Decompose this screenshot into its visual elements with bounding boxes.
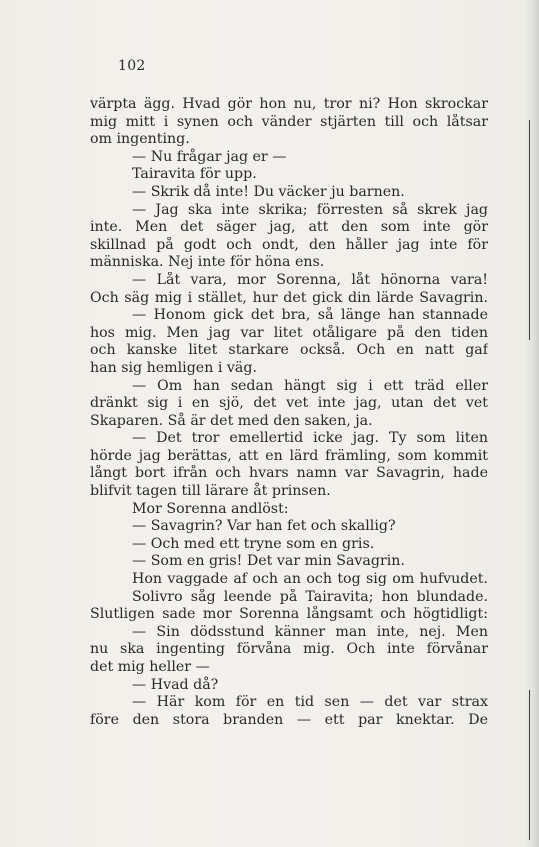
text-line: och kanske litet starkare också. Och en natt gaf [90,342,488,359]
text-line: — Nu frågar jag er — [132,148,287,165]
text-line: mig mitt i synen och vänder stjärten till och låtsar [90,113,488,130]
text-line: skillnad på godt och ondt, den håller jag inte för [90,236,488,253]
text-line: inte. Men det säger jag, att den som inte gör [90,219,488,236]
text-line: Mor Sorenna andlöst: [132,500,289,517]
text-line: om ingenting. [90,131,190,148]
text-line: — Och med ett tryne som en gris. [132,535,375,552]
text-line: — Jag ska inte skrika; förresten så skrek jag [132,201,488,218]
text-line: människa. Nej inte för höna ens. [90,254,325,271]
binding-edge [529,120,530,340]
text-line: dränkt sig i en sjö, det vet inte jag, utan det vet [90,395,488,412]
text-line: — Hvad då? [132,676,219,693]
text-line: — Det tror emellertid icke jag. Ty som liten [132,430,488,447]
text-line: — Låt vara, mor Sorenna, låt hönorna vara! [132,271,488,288]
text-line: det mig heller — [90,659,210,675]
text-line: långt bort ifrån och hvars namn var Savagrin, hade [90,465,488,482]
text-line: — Här kom för en tid sen — det var strax [132,694,488,711]
text-line: hörde jag berättas, att en lärd främling, som kommit [90,447,488,464]
page-number: 102 [118,58,146,74]
text-line: — Savagrin? Var han fet och skallig? [132,518,396,535]
text-line: Och säg mig i stället, hur det gick din lärde Savagrin. [90,289,488,306]
text-line: Tairavita för upp. [132,166,257,183]
text-line: hos mig. Men jag var litet otåligare på den tiden [90,324,488,341]
text-line: värpta ägg. Hvad gör hon nu, tror ni? Hon skrockar [90,96,488,112]
text-line: före den stora branden — ett par knektar. De [90,711,488,728]
text-line: Hon vaggade af och an och tog sig om hufvudet. [132,571,488,588]
text-line: — Honom gick det bra, så länge han stannade [132,307,488,324]
text-line: — Som en gris! Det var min Savagrin. [132,553,405,570]
text-line: han sig hemligen i väg. [90,359,257,376]
text-line: nu ska ingenting förvåna mig. Och inte förvånar [90,641,488,658]
text-line: — Skrik då inte! Du väcker ju barnen. [132,183,405,200]
text-line: — Om han sedan hängt sig i ett träd eller [132,377,488,394]
body-text [90,96,488,729]
text-line: Solivro såg leende på Tairavita; hon blundade. [132,588,488,605]
text-line: Slutligen sade mor Sorenna långsamt och högtidligt: [90,606,488,623]
text-line: blifvit tagen till lärare åt prinsen. [90,483,331,500]
text-line: Skaparen. Så är det med den saken, ja. [90,412,373,429]
binding-edge [529,690,530,840]
text-line: — Sin dödsstund känner man inte, nej. Men [132,623,488,640]
page-gutter [525,0,539,847]
